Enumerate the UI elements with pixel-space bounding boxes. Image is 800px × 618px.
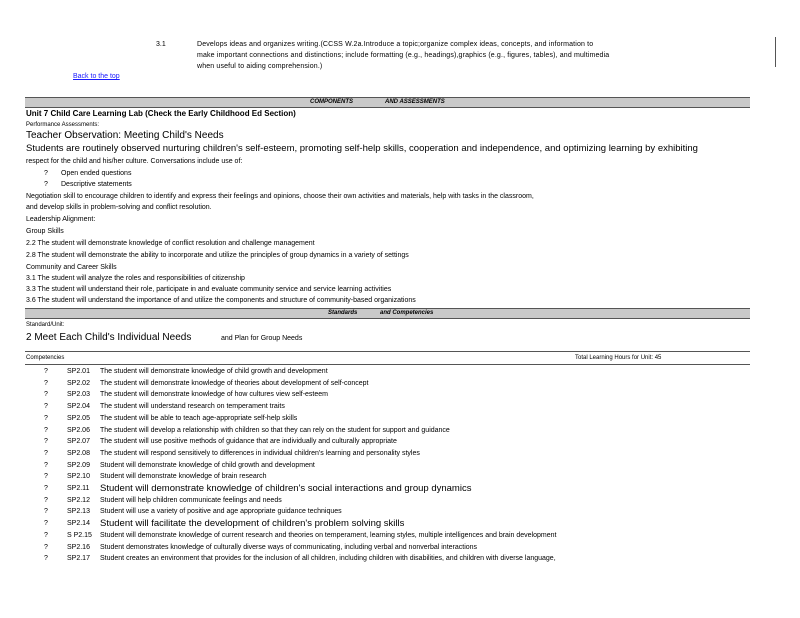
negotiation-line-1: Negotiation skill to encourage children to identify and express their feelings and opinions, choose their own activities and materials, help with tasks in the classroom, <box>26 193 534 200</box>
competency-description: Student will demonstrate knowledge of brain research <box>100 473 267 480</box>
competency-bullet: ? <box>44 544 48 551</box>
competency-bullet: ? <box>44 415 48 422</box>
competency-code: SP2.09 <box>67 462 90 469</box>
competency-code: SP2.08 <box>67 450 90 457</box>
competency-code: SP2.11 <box>67 485 90 492</box>
competency-description: Student will demonstrate knowledge of current research and theories on temperament, learning styles, multiple intelligences and brain development <box>100 532 557 539</box>
competency-description: The student will develop a relationship with children so that they can rely on the student for support and guidance <box>100 427 450 434</box>
competency-bullet: ? <box>44 555 48 562</box>
competency-code: SP2.14 <box>67 520 90 527</box>
back-to-top-link[interactable]: Back to the top <box>73 73 120 80</box>
performance-label: Performance Assessments: <box>26 122 100 128</box>
bullet-mark: ? <box>44 170 48 177</box>
competency-code: SP2.05 <box>67 415 90 422</box>
competency-description: Student creates an environment that provides for the inclusion of all children, including children with disabilities, and children with diverse language, <box>100 555 556 562</box>
bullet-mark: ? <box>44 181 48 188</box>
competency-description: The student will be able to teach age-appropriate self-help skills <box>100 415 298 422</box>
competency-code: SP2.10 <box>67 473 90 480</box>
standard-unit-label: Standard/Unit: <box>26 322 65 328</box>
competency-description: The student will demonstrate knowledge of theories about development of self-concept <box>100 380 369 387</box>
competency-bullet: ? <box>44 403 48 410</box>
band-standards-label: Standards <box>328 310 358 316</box>
career-skill-3-6: 3.6 The student will understand the importance of and utilize the components and structure of community-based organizations <box>26 297 416 304</box>
competency-bullet: ? <box>44 450 48 457</box>
group-skill-2-8: 2.8 The student will demonstrate the ability to incorporate and utilize the principles of group dynamics in a variety of settings <box>26 252 409 259</box>
competency-description: Student will facilitate the development of children's problem solving skills <box>100 518 405 529</box>
competency-description: The student will demonstrate knowledge of child growth and development <box>100 368 328 375</box>
competency-code: SP2.17 <box>67 555 90 562</box>
competency-description: The student will demonstrate knowledge of how cultures view self-esteem <box>100 391 328 398</box>
competency-bullet: ? <box>44 497 48 504</box>
competency-code: SP2.13 <box>67 508 90 515</box>
components-header-band <box>25 97 750 108</box>
divider-line <box>25 351 750 352</box>
bullet-descriptive: Descriptive statements <box>61 181 132 188</box>
top-text-line-1: Develops ideas and organizes writing.(CCSS W.2a.Introduce a topic;organize complex ideas, concepts, and information to <box>197 41 594 48</box>
competency-bullet: ? <box>44 438 48 445</box>
bullet-open-ended: Open ended questions <box>61 170 132 177</box>
competency-bullet: ? <box>44 508 48 515</box>
competency-bullet: ? <box>44 485 48 492</box>
competency-code: SP2.02 <box>67 380 90 387</box>
competency-code: SP2.07 <box>67 438 90 445</box>
competency-bullet: ? <box>44 520 48 527</box>
career-skills-heading: Community and Career Skills <box>26 264 117 271</box>
competency-code: SP2.04 <box>67 403 90 410</box>
top-text-line-3: when useful to aiding comprehension.) <box>197 63 323 70</box>
competency-bullet: ? <box>44 462 48 469</box>
band-competencies-label: and Competencies <box>380 310 434 316</box>
competency-code: SP2.01 <box>67 368 90 375</box>
total-learning-hours: Total Learning Hours for Unit: 45 <box>575 355 662 361</box>
competency-bullet: ? <box>44 368 48 375</box>
divider-line <box>25 364 750 365</box>
unit-title: Unit 7 Child Care Learning Lab (Check the Early Childhood Ed Section) <box>26 109 296 118</box>
competency-description: The student will understand research on temperament traits <box>100 403 285 410</box>
negotiation-line-2: and develop skills in problem-solving and conflict resolution. <box>26 204 212 211</box>
competency-description: Student demonstrates knowledge of culturally diverse ways of communicating, including verbal and nonverbal interactions <box>100 544 478 551</box>
leadership-alignment-label: Leadership Alignment: <box>26 216 96 223</box>
competencies-label: Competencies <box>26 355 65 361</box>
competency-code: SP2.12 <box>67 497 90 504</box>
item-number: 3.1 <box>156 41 166 48</box>
competency-code: S P2.15 <box>67 532 92 539</box>
career-skill-3-1: 3.1 The student will analyze the roles and responsibilities of citizenship <box>26 275 245 282</box>
competency-description: Student will demonstrate knowledge of child growth and development <box>100 462 315 469</box>
competency-description: Student will use a variety of positive and age appropriate guidance techniques <box>100 508 342 515</box>
competency-code: SP2.03 <box>67 391 90 398</box>
competency-bullet: ? <box>44 380 48 387</box>
competency-description: Student will demonstrate knowledge of children's social interactions and group dynamics <box>100 483 472 494</box>
band-assessments-label: AND ASSESSMENTS <box>385 99 445 105</box>
competency-bullet: ? <box>44 532 48 539</box>
competency-bullet: ? <box>44 473 48 480</box>
observation-paragraph-line-2: respect for the child and his/her culture. Conversations include use of: <box>26 158 243 165</box>
right-border-line <box>775 37 776 67</box>
top-text-line-2: make important connections and distinctions; include formatting (e.g., headings),graphics (e.g., figures, tables), and multimedia <box>197 52 610 59</box>
competency-bullet: ? <box>44 391 48 398</box>
competency-code: SP2.16 <box>67 544 90 551</box>
teacher-observation-title: Teacher Observation: Meeting Child's Needs <box>26 130 224 141</box>
competency-description: The student will respond sensitively to differences in individual children's learning and personality styles <box>100 450 420 457</box>
standard-title-cont: and Plan for Group Needs <box>221 335 303 342</box>
competency-description: The student will use positive methods of guidance that are individually and culturally appropriate <box>100 438 397 445</box>
competency-bullet: ? <box>44 427 48 434</box>
career-skill-3-3: 3.3 The student will understand their role, participate in and evaluate community service and service learning activities <box>26 286 392 293</box>
competency-description: Student will help children communicate feelings and needs <box>100 497 282 504</box>
band-components-label: COMPONENTS <box>310 99 354 105</box>
group-skill-2-2: 2.2 The student will demonstrate knowledge of conflict resolution and challenge management <box>26 240 315 247</box>
standard-title: 2 Meet Each Child's Individual Needs <box>26 332 192 343</box>
competency-code: SP2.06 <box>67 427 90 434</box>
observation-paragraph-line-1: Students are routinely observed nurturing children's self-esteem, promoting self-help skills, cooperation and independence, and optimizing learning by exhibiting <box>26 143 698 154</box>
group-skills-heading: Group Skills <box>26 228 64 235</box>
standards-header-band <box>25 308 750 319</box>
